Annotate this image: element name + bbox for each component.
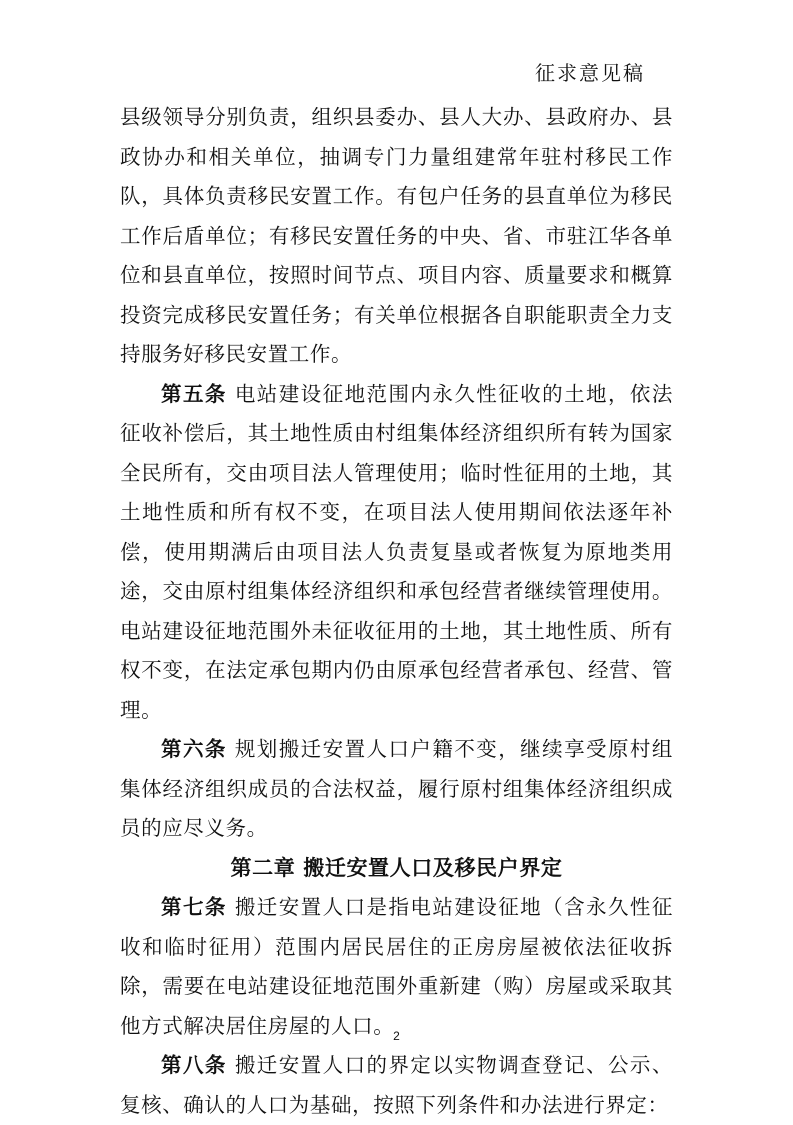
page-number: 2 xyxy=(393,1029,400,1043)
article-number: 第七条 xyxy=(161,895,227,919)
article-text: 搬迁安置人口的界定以实物调查登记、公示、复核、确认的人口为基础，按照下列条件和办法进行界定： xyxy=(120,1053,673,1117)
article-number: 第五条 xyxy=(161,381,227,406)
article-number: 第八条 xyxy=(161,1053,227,1077)
article-5 xyxy=(120,375,673,731)
chapter-title: 第二章 搬迁安置人口及移民户界定 xyxy=(230,855,563,880)
article-7 xyxy=(120,888,673,1046)
article-8 xyxy=(120,1046,673,1125)
article-text: 电站建设征地范围内永久性征收的土地，依法征收补偿后，其土地性质由村组集体经济组织所有转为国家全民所有，交由项目法人管理使用；临时性征用的土地，其土地性质和所有权不变，在项目法人使用期间依法逐年补偿，使用期满后由项目法人负责复垦或者恢复为原地类用途，交由原村组集体经济组织和承包经营者继续管理使用。电站建设征地范围外未征收征用的土地，其土地性质、所有权不变，在法定承包期内仍由原承包经营者承包、经营、管理。 xyxy=(120,381,673,722)
article-6 xyxy=(120,730,673,849)
article-number: 第六条 xyxy=(161,737,227,761)
article-text: 搬迁安置人口是指电站建设征地（含永久性征收和临时征用）范围内居民居住的正房房屋被依法征收拆除，需要在电站建设征地范围外重新建（购）房屋或采取其他方式解决居住房屋的人口。 xyxy=(120,895,673,1038)
paragraph-continued: 县级领导分别负责，组织县委办、县人大办、县政府办、县政协办和相关单位，抽调专门力量组建常年驻村移民工作队，具体负责移民安置工作。有包户任务的县直单位为移民工作后盾单位；有移民安置任务的中央、省、市驻江华各单位和县直单位，按照时间节点、项目内容、质量要求和概算投资完成移民安置任务；有关单位根据各自职能职责全力支持服务好移民安置工作。 xyxy=(120,105,673,366)
document-body xyxy=(120,98,673,1125)
article-text: 规划搬迁安置人口户籍不变，继续享受原村组集体经济组织成员的合法权益，履行原村组集体经济组织成员的应尽义务。 xyxy=(120,737,673,840)
draft-label: 征求意见稿 xyxy=(535,61,645,85)
